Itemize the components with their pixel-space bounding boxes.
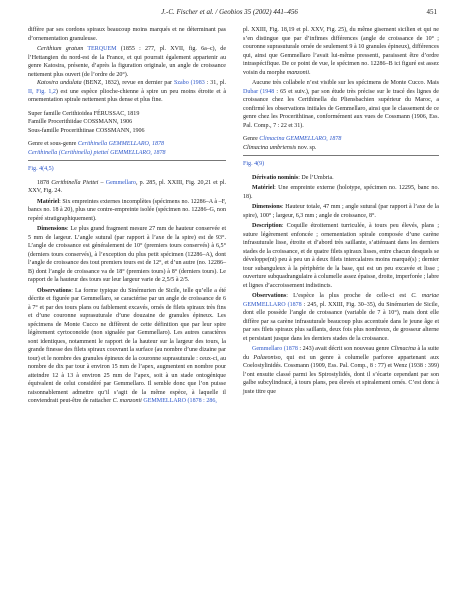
material-paragraph: Matériel: Six empreintes externes incomplètes (spécimens no. 12286–A à –F, bancs no. 18 à 20), plus une contre-empreinte isolée (spécimen no. 12286–G, non repéré stratigraphiquement). (28, 198, 226, 222)
genus-heading: Genre et sous-genre Cerithinella GEMMELLARO, 1878 (28, 141, 165, 147)
genus-link[interactable]: Climacina GEMMELLARO, 1878 (259, 136, 342, 142)
paragraph (28, 45, 226, 79)
systematics-line: Famille Procerithiidae COSSMANN, 1906 (28, 119, 133, 125)
systematics-line: Sous-famille Procerithiinae COSSMANN, 1906 (28, 127, 145, 134)
figure-reference: Fig. 4(9) (243, 161, 265, 167)
observations-paragraph: Observations: L’espèce la plus proche de celle-ci est C. mariae GEMMELLARO (1878 : 245, pl. XXIII, Fig. 30–35), du Sinémurien de Sicile, dont elle possède l’angle de croissance (variable de 7 à 10°), mais dont elle diffère par sa carène infrasuturale beaucoup plus accentuée dans le jeune âge et par ses filets spiraux plus saillants, deux fois plus nombreux, de grosseur alterne et persistant jusque dans les derniers stades de la croissance. (243, 293, 440, 342)
species-link[interactable]: Cerithinella (Cerithinella) pietteí GEMMELLARO, 1878 (28, 149, 166, 156)
taxon-name: Cerithinella Piettei (51, 179, 99, 186)
taxon-name: Palaeoniso (253, 354, 281, 361)
taxon-name: C. mariae (411, 293, 439, 299)
left-column (28, 26, 226, 406)
taxon-name: manzonii (286, 69, 310, 76)
citation-link[interactable]: TERQUEM (87, 46, 117, 52)
citation-link[interactable]: GEMMELLARO (1878 (243, 301, 302, 308)
journal-citation: J.-C. Fischer et al. / Geobios 35 (2002) 441–456 (161, 8, 298, 16)
citation-link[interactable]: Gemmellaro (105, 179, 136, 186)
species-heading: Climacina umbriensis nov. sp. (243, 144, 317, 151)
systematics-line: Super famille Cerithioidea FÉRUSSAC, 1819 (28, 110, 140, 117)
material-paragraph: Matériel: Une empreinte externe (holotype, spécimen no. 12295, banc no. 18). (243, 185, 439, 200)
citation-link[interactable]: Dubar (1948 (243, 88, 275, 95)
citation-link[interactable]: GEMMELLARO (1878 : 286, (143, 398, 217, 404)
species-heading (28, 149, 226, 158)
citation-link[interactable]: Gemmellaro (1878 (252, 346, 298, 352)
text: ) est une espèce plioche-chienne à spire un peu moins étroite et à ornementation spirale nettement plus dense et plus fine. (28, 88, 227, 103)
figure-reference: Fig. 4(4,5) (28, 166, 54, 172)
text: (BENZ, 1832), revue en dernier par (83, 80, 173, 86)
derivatio-paragraph: Dérivatio nominis: De l’Umbria. (252, 174, 334, 181)
taxon-name: C. manzonii (112, 398, 142, 404)
synonymy: 1878 Cerithinella Piettei – Gemmellaro, p. 285, pl. XXIII, Fig. 20,21 et pl. XXV, Fig. 24. (28, 179, 226, 194)
description-paragraph: Description: Coquille étroitement turriculée, à tours peu élevés, plans ; suture légèrement enfoncée ; ornementation spirale composée d’une carène infrasuturale lisse, étroite et d’abord très saillante, s’atténuant dans les derniers stades de la croissance, et de quatre filets spiraux lisses, entre chacun desquels se développe(nt) peu à peu un à deux filets intercalaires moins marqué(s) ; dernier tour subanguleux à la périphérie de la base, qui est un peu excavée et lisse ; ouverture subquadrangulaire à columelle assez épaisse, droite, imperforée ; labre et lignes d’accroissement indistincts. (243, 223, 439, 289)
observations-paragraph: Observations: La forme typique du Sinémurien de Sicile, telle qu’elle a été décrite et figurée par Gemmellaro, se caractérise par un angle de croissance de 6 à 7° et par des tours plans ou faiblement excavés, ornés de filets spiraux très fins et d’une couronne suprasuturale d’une douzaine de granules épineux. Les spécimens de Monte Cucco ne diffèrent de cette définition que par leur spire légèrement cyrtoconoïde (non signalée par Gemmellaro). Les autres caractères sont identiques, notamment le rapport de la hauteur sur la largeur des tours, la grande finesse des filets spiraux couvrant la surface (au nombre d’une dizaine par tour) et le nombre des granules épineux de la couronne suprasuturale : ceux-ci, au nombre de dix par tour à environ 15 mm de l’apex, augmentent en nombre pour atteindre 12 à 13 à environ 25 mm de l’apex, soit à un stade ontogénique équivalent de celui considéré par Gemmellaro. Il semble donc que l’on puisse raisonnablement admettre qu’il s’agit de la même espèce, à laquelle il conviendrait peut-être de rattacher C. manzonii GEMMELLARO (1878 : 286, (28, 287, 226, 404)
genus-link[interactable]: Cerithinella GEMMELLARO, 1878 (77, 141, 165, 147)
text: : 31, pl. (206, 80, 226, 86)
right-column (243, 26, 439, 396)
page-number: 451 (426, 8, 437, 16)
figure-link[interactable]: II, Fig. 1,2 (28, 88, 56, 95)
paragraph (28, 79, 226, 105)
paragraph: diffère par ses cordons spiraux beaucoup moins marqués et ne déterminant pas d’ornementation granuleuse. (28, 27, 226, 42)
paragraph: pl. XXIII, Fig. 18,19 et pl. XXV, Fig. 25), du même gisement sicilien et qui ne s’en distingue que par d’infimes différences (angle de croissance de 10° ; couronne suprasuturale ornée de seulement 9 à 10 granules épineux), différences qui, ainsi que Gemmellaro l’avait lui-même pressenti, paraissent être d’ordre intraspécifique. De ce point de vue, le spécimen no. 12286–B ici figuré est assez voisin du morphe manzonii. (243, 27, 439, 76)
text: (1855 : 277, pl. XVII, fig. 6a–c), de l’Hettangien du nord-est de la France, et qui pourrait également appartenir au genre Katosira, présente, d’après la figuration originale, un angle de croissance nettement plus ouvert (de l’ordre de 20°). (28, 46, 226, 78)
genus-heading: Genre Climacina GEMMELLARO, 1878 (243, 136, 342, 142)
divider (243, 155, 439, 156)
running-header (0, 8, 459, 20)
paragraph: Gemmellaro (1878 : 243) avait décrit son nouveau genre Climacina à la suite du Palaeoniso, qui est un genre à columelle parforee appartenant aux Coelostylinidés. Cossmann (1909, Ess. Pal. Comp., 8 : 77) et Wenz (1938 : 399) l’ont ensuite classé parmi les Spirostylidés, dont il s’écarte cependant par son galbe subcylindracé, à tours plans, peu élevés et spiralement ornés. C’est donc à juste titre que (243, 346, 439, 395)
dimensions-paragraph: Dimensions: Le plus grand fragment mesure 27 mm de hauteur conservée et 5 mm de largeur. L’angle sutural (par rapport à l’axe de la spire) est de 93°. L’angle de croissance est généralement de 10° (premiers tours conservés) à 6,5° (derniers tours conservés), à l’exception du plus petit spécimen (12286–A), dont l’angle de croissance des tout premiers tours est de 12°, et d’un autre (no. 12286–B) dont l’angle de croissance va de 18° (premiers tours) à 8° (derniers tours). Le rapport de la hauteur des tours sur leur largeur varie de 2,5/5 à 2/5. (28, 226, 226, 283)
citation-link[interactable]: Szabo (1983 (173, 80, 205, 86)
taxon-name: Cerithium gratum (37, 46, 84, 52)
dimensions-paragraph: Dimensions: Hauteur totale, 47 mm ; angle sutural (par rapport à l’axe de la spire), 100° ; largeur, 6,3 mm ; angle de croissance, 8°. (243, 204, 439, 219)
taxon-name: Climacina (390, 346, 416, 352)
paragraph: Aucune très collabele n’est visible sur les spécimens de Monte Cucco. Mais Dubar (1948 : 65 et suiv.), par son étude très précise sur le tracé des lignes de croissance chez les Cerithinella du Pliensbachien supérieur du Maroc, a confirmé les observations initiales de Gemmellaro, ainsi que le classement de ce genre chez les Procerithiinae, conformément aux vues de Cossmann (1906, Ess. Pal. Comp., 7 : 22 et 31). (243, 80, 439, 129)
taxon-name: Katosira undulata (37, 80, 82, 86)
divider (28, 160, 226, 161)
